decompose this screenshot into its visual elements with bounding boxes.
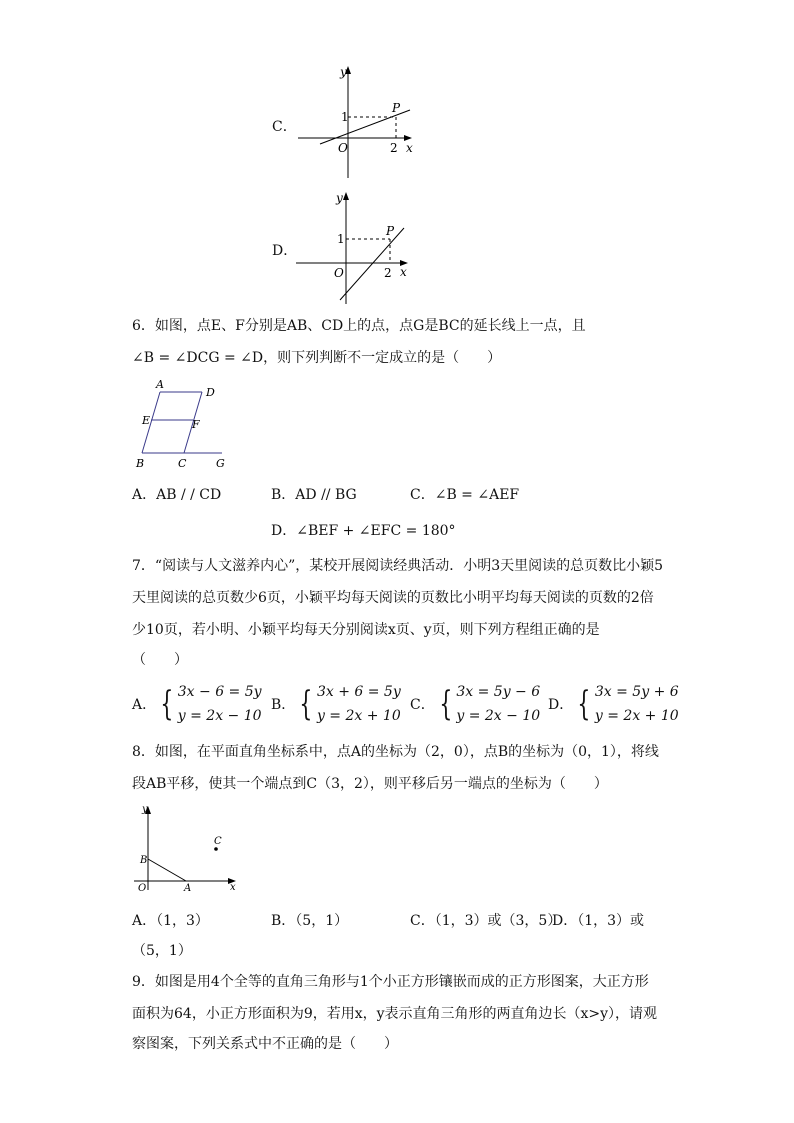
q8-x-label: x [230, 882, 236, 893]
q7-option-c-brace: { [439, 684, 453, 724]
q6-label-e: E [142, 414, 151, 427]
q6-option-d: D．∠BEF + ∠EFC = 180° [271, 523, 456, 539]
q7-option-b-eq2: y = 2x + 10 [316, 708, 401, 724]
q5-option-d-label: D． [272, 243, 298, 259]
q8-option-a: A．（1，3） [132, 913, 209, 929]
q7-option-a-eq1: 3x − 6 = 5y [177, 684, 262, 700]
q5-option-c-label: C． [272, 119, 297, 135]
q5c-y-label: y [340, 65, 347, 79]
q5-option-d-graph [290, 186, 420, 308]
q7-text-line-2: 天里阅读的总页数少6页，小颖平均每天阅读的页数比小明平均每天阅读的页数的2倍 [132, 590, 654, 606]
q5c-x-label: x [406, 141, 413, 155]
q6-label-f: F [192, 418, 200, 431]
q5c-origin-label: O [338, 141, 348, 155]
q6-option-a: A．AB / / CD [132, 487, 222, 503]
q9-text-line-3: 察图案，下列关系式中不正确的是（ ） [132, 1036, 398, 1052]
q8-option-b: B．（5，1） [271, 913, 349, 929]
q7-option-a-eq2: y = 2x − 10 [177, 708, 262, 724]
q7-option-b-label: B． [271, 697, 296, 713]
q8-text-line-1: 8．如图，在平面直角坐标系中，点A的坐标为（2，0），点B的坐标为（0，1），将线 [132, 744, 659, 760]
q6-figure [132, 378, 232, 474]
q7-option-c [410, 680, 540, 728]
q8-label-a: A [184, 883, 192, 894]
q6-text-line-1: 6．如图，点E、F分别是AB、CD上的点，点G是BC的延长线上一点，且 [132, 318, 586, 334]
q7-option-b-brace: { [299, 684, 313, 724]
q5c-one-label: 1 [341, 110, 349, 124]
q7-option-d-eq1: 3x = 5y + 6 [594, 684, 679, 700]
q7-option-c-eq2: y = 2x − 10 [456, 708, 541, 724]
q6-text-line-2: ∠B = ∠DCG = ∠D，则下列判断不一定成立的是（ ） [132, 350, 502, 366]
q5c-two-label: 2 [390, 141, 398, 155]
q5d-y-label: y [336, 191, 343, 205]
q7-option-d-brace: { [577, 684, 591, 724]
q9-text-line-2: 面积为64，小正方形面积为9，若用x，y表示直角三角形的两直角边长（x>y），请观 [132, 1006, 658, 1022]
q7-option-d [548, 680, 679, 728]
q5c-p-label: P [392, 101, 401, 115]
q7-option-a [132, 680, 262, 728]
q7-option-b [271, 680, 401, 728]
q7-option-c-eq1: 3x = 5y − 6 [456, 684, 541, 700]
q5d-one-label: 1 [337, 232, 345, 246]
q5d-p-label: P [386, 224, 395, 238]
q6-option-c: C．∠B = ∠AEF [410, 487, 520, 503]
q7-option-c-label: C． [410, 697, 435, 713]
q7-text-line-4: （ ） [132, 652, 188, 668]
q8-text-line-2: 段AB平移，使其一个端点到C（3，2），则平移后另一端点的坐标为（ ） [132, 776, 608, 792]
q6-label-b: B [136, 457, 145, 470]
q7-option-a-brace: { [160, 684, 174, 724]
q5d-x-label: x [400, 265, 407, 279]
q8-label-c: C [214, 836, 222, 847]
q6-label-d: D [206, 386, 215, 399]
q8-figure [130, 800, 242, 894]
q8-origin-label: O [138, 883, 147, 894]
q6-option-b: B．AD // BG [271, 487, 357, 503]
q6-label-g: G [216, 457, 225, 470]
q8-option-d-continued: （5，1） [132, 943, 192, 959]
q7-option-b-eq1: 3x + 6 = 5y [316, 684, 401, 700]
q8-y-label: y [142, 804, 148, 815]
q8-option-c: C．（1，3）或（3，5） [410, 913, 562, 929]
q7-option-a-label: A． [132, 697, 157, 713]
q5-option-c-graph [290, 62, 420, 184]
q6-label-a: A [156, 378, 164, 391]
q7-text-line-1: 7．“阅读与人文滋养内心”，某校开展阅读经典活动．小明3天里阅读的总页数比小颖5 [132, 558, 664, 574]
q6-label-c: C [178, 457, 187, 470]
q5d-origin-label: O [334, 266, 344, 280]
q9-text-line-1: 9．如图是用4个全等的直角三角形与1个小正方形镶嵌而成的正方形图案，大正方形 [132, 974, 649, 990]
q8-label-b: B [140, 855, 148, 866]
q7-option-d-label: D． [548, 697, 574, 713]
q7-option-d-eq2: y = 2x + 10 [594, 708, 679, 724]
q7-text-line-3: 少10页，若小明、小颖平均每天分别阅读x页、y页，则下列方程组正确的是 [132, 622, 600, 638]
q5d-two-label: 2 [384, 266, 392, 280]
q8-option-d: D．（1，3）或 [552, 913, 645, 929]
